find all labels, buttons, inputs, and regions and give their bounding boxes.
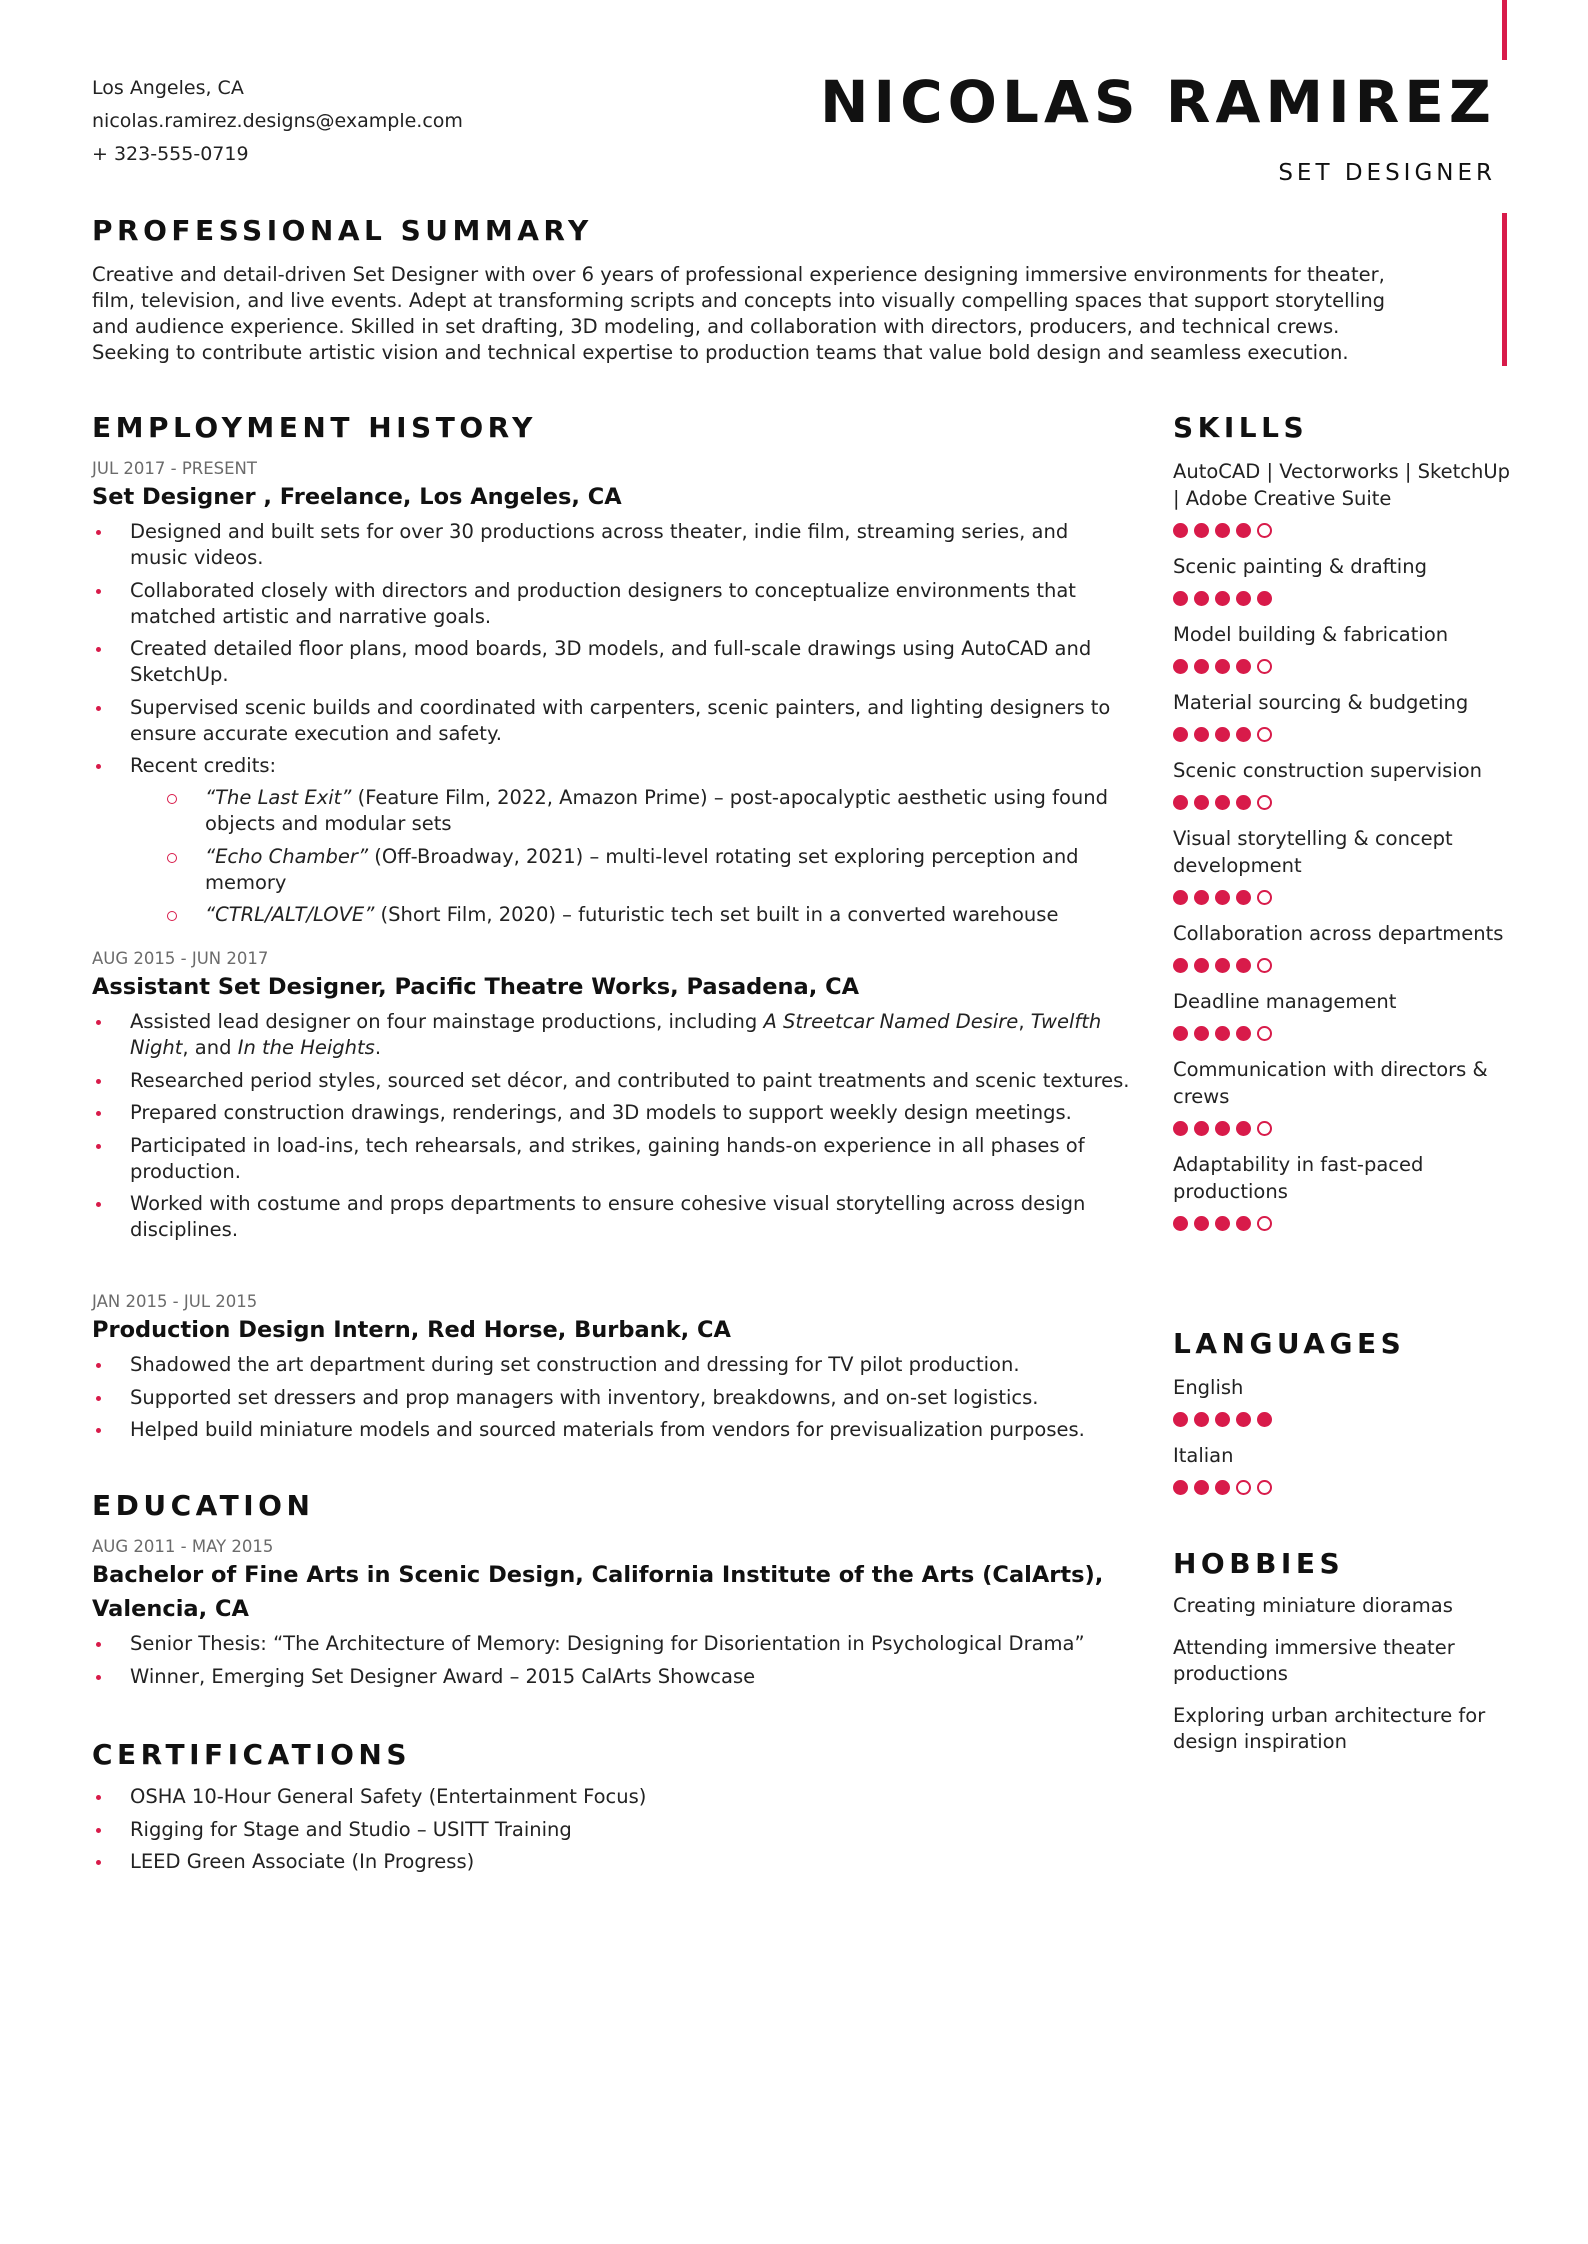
skills-list [1173,458,1513,1246]
rating-dot-empty [1236,1480,1251,1495]
rating-dot-filled [1215,591,1230,606]
rating-dot-filled [1257,1412,1272,1427]
rating-dot-filled [1173,890,1188,905]
list-item: Winner, Emerging Set Designer Award – 2015 CalArts Showcase [92,1664,1132,1690]
list-item: Shadowed the art department during set construction and dressing for TV pilot production. [92,1352,1132,1378]
skill-name: Scenic painting & drafting [1173,555,1427,578]
production-title: Twelfth Night [130,1010,1102,1059]
list-item: Helped build miniature models and sourced materials from vendors for previsualization purposes. [92,1417,1132,1443]
education-degree: Bachelor of Fine Arts in Scenic Design, California Institute of the Arts (CalArts), Valencia, CA [92,1562,1104,1622]
summary-text: Creative and detail-driven Set Designer with over 6 years of professional experience designing immersive environments for theater, film, television, and live events. Adept at transforming scripts and concepts into visually compelling spaces that support storytelling and audience experience. Skilled in set drafting, 3D modeling, and collaboration with directors, producers, and technical crews. Seeking to contribute artistic vision and technical expertise to production teams that value bold design and seamless execution. [92,263,1386,364]
contact-location: Los Angeles, CA [92,77,244,99]
skill-name: Collaboration across departments [1173,922,1504,945]
rating-dot-filled [1194,958,1209,973]
credit-item [167,844,1132,896]
rating-dot-empty [1257,1480,1272,1495]
languages-list [1173,1374,1513,1510]
language-rating [1173,1480,1513,1496]
rating-dot-filled [1173,523,1188,538]
rating-dot-empty [1257,890,1272,905]
job-date: JUL 2017 - PRESENT [92,459,257,478]
rating-dot-filled [1173,795,1188,810]
credit-title: “CTRL/ALT/LOVE” [205,903,375,926]
job-role: Production Design Intern, Red Horse, Burbank, CA [92,1317,731,1343]
skill-item [1173,458,1513,539]
language-name: Italian [1173,1444,1234,1467]
rating-dot-filled [1194,1216,1209,1231]
rating-dot-filled [1215,1216,1230,1231]
rating-dot-filled [1215,727,1230,742]
certifications-entry [92,1784,1132,1882]
rating-dot-empty [1257,1216,1272,1231]
rating-dot-empty [1257,1121,1272,1136]
contact-info [92,72,463,171]
skill-rating [1173,1121,1513,1137]
certifications-list [92,1784,1132,1875]
list-item: Worked with costume and props departments to ensure cohesive visual storytelling across design disciplines. [92,1191,1132,1243]
credit-title: “The Last Exit” [205,786,352,809]
job-1 [92,458,1132,935]
list-item: Researched period styles, sourced set décor, and contributed to paint treatments and scenic textures. [92,1068,1132,1094]
accent-bar-side [1502,213,1507,366]
skill-item [1173,553,1513,607]
rating-dot-filled [1194,1026,1209,1041]
skill-item [1173,621,1513,675]
rating-dot-filled [1173,727,1188,742]
skill-item [1173,920,1513,974]
language-item [1173,1374,1513,1428]
credit-item [167,902,1132,928]
rating-dot-filled [1215,958,1230,973]
rating-dot-filled [1215,1412,1230,1427]
job-bullets [92,1009,1132,1243]
candidate-name: NICOLAS RAMIREZ [820,68,1496,136]
education-date: AUG 2011 - MAY 2015 [92,1537,274,1556]
credit-detail: (Off-Broadway, 2021) – multi-level rotating set exploring perception and memory [205,844,1079,894]
skill-rating [1173,958,1513,974]
job-role: Set Designer , Freelance, Los Angeles, CA [92,484,622,510]
rating-dot-filled [1236,523,1251,538]
list-item: Supervised scenic builds and coordinated with carpenters, scenic painters, and lighting designers to ensure accurate execution and safety. [92,695,1132,747]
skill-item [1173,689,1513,743]
skill-name: AutoCAD | Vectorworks | SketchUp | Adobe Creative Suite [1173,460,1511,510]
rating-dot-filled [1173,1216,1188,1231]
text-run: , and [182,1036,238,1059]
rating-dot-filled [1236,958,1251,973]
language-item [1173,1442,1513,1496]
list-item: LEED Green Associate (In Progress) [92,1849,1132,1875]
skill-rating [1173,727,1513,743]
rating-dot-filled [1236,890,1251,905]
rating-dot-empty [1257,659,1272,674]
rating-dot-empty [1257,795,1272,810]
skill-item [1173,1056,1513,1137]
contact-phone[interactable]: + 323-555-0719 [92,143,249,165]
rating-dot-filled [1257,591,1272,606]
skill-name: Scenic construction supervision [1173,759,1482,782]
list-item: Supported set dressers and prop managers with inventory, breakdowns, and on-set logistics. [92,1385,1132,1411]
accent-bar-top [1502,0,1507,60]
rating-dot-filled [1173,958,1188,973]
rating-dot-filled [1236,727,1251,742]
rating-dot-empty [1257,958,1272,973]
credits-label: Recent credits: [130,754,277,777]
skill-rating [1173,1216,1513,1232]
rating-dot-filled [1194,727,1209,742]
list-item: Participated in load-ins, tech rehearsals, and strikes, gaining hands-on experience in all phases of production. [92,1133,1132,1185]
rating-dot-filled [1236,1216,1251,1231]
rating-dot-filled [1194,1121,1209,1136]
rating-dot-filled [1194,1412,1209,1427]
production-title: In the Heights [237,1036,375,1059]
hobby-item: Attending immersive theater productions [1173,1636,1455,1685]
rating-dot-filled [1194,1480,1209,1495]
rating-dot-empty [1257,523,1272,538]
job-bullets [92,519,1132,928]
skill-rating [1173,523,1513,539]
credit-detail: (Feature Film, 2022, Amazon Prime) – post-apocalyptic aesthetic using found objects and modular sets [205,786,1109,835]
rating-dot-filled [1236,1121,1251,1136]
list-item: Prepared construction drawings, renderings, and 3D models to support weekly design meetings. [92,1100,1132,1126]
summary-heading: PROFESSIONAL SUMMARY [92,214,593,247]
languages-heading: LANGUAGES [1173,1327,1406,1360]
skill-name: Deadline management [1173,990,1397,1013]
credits-list [167,785,1132,928]
text-run: Assisted lead designer on four mainstage productions, including [130,1010,764,1033]
language-rating [1173,1412,1513,1428]
language-name: English [1173,1376,1244,1399]
rating-dot-filled [1236,1412,1251,1427]
skill-name: Material sourcing & budgeting [1173,691,1469,714]
rating-dot-filled [1173,1412,1188,1427]
rating-dot-filled [1215,795,1230,810]
credit-item [167,785,1132,837]
rating-dot-filled [1194,890,1209,905]
list-item: Senior Thesis: “The Architecture of Memory: Designing for Disorientation in Psychological Drama” [92,1631,1132,1657]
list-item: Created detailed floor plans, mood boards, 3D models, and full-scale drawings using AutoCAD and SketchUp. [92,636,1132,688]
skills-heading: SKILLS [1173,411,1309,444]
rating-dot-filled [1215,1026,1230,1041]
hobby-item: Creating miniature dioramas [1173,1594,1453,1617]
rating-dot-filled [1236,659,1251,674]
list-item: Designed and built sets for over 30 productions across theater, indie film, streaming series, and music videos. [92,519,1132,571]
hobby-item: Exploring urban architecture for design inspiration [1173,1704,1486,1753]
job-3 [92,1291,1132,1450]
skill-item [1173,757,1513,811]
certifications-heading: CERTIFICATIONS [92,1738,412,1771]
rating-dot-filled [1236,795,1251,810]
rating-dot-empty [1257,1026,1272,1041]
rating-dot-filled [1215,890,1230,905]
education-bullets [92,1631,1132,1690]
skill-item [1173,1151,1513,1232]
credit-title: “Echo Chamber” [205,844,369,868]
credit-detail: (Short Film, 2020) – futuristic tech set built in a converted warehouse [374,903,1059,926]
rating-dot-filled [1215,1121,1230,1136]
skill-name: Communication with directors & crews [1173,1058,1488,1108]
rating-dot-empty [1257,727,1272,742]
rating-dot-filled [1194,659,1209,674]
skill-item [1173,988,1513,1042]
list-item: Collaborated closely with directors and production designers to conceptualize environments that matched artistic and narrative goals. [92,578,1132,630]
rating-dot-filled [1194,523,1209,538]
skill-rating [1173,1026,1513,1042]
text-run: , [1018,1010,1031,1033]
job-role: Assistant Set Designer, Pacific Theatre Works, Pasadena, CA [92,974,860,1000]
rating-dot-filled [1173,591,1188,606]
rating-dot-filled [1215,1480,1230,1495]
rating-dot-filled [1236,1026,1251,1041]
list-item: Rigging for Stage and Studio – USITT Training [92,1817,1132,1843]
list-item [92,1009,1132,1061]
hobbies-heading: HOBBIES [1173,1547,1345,1580]
rating-dot-filled [1215,659,1230,674]
job-date: AUG 2015 - JUN 2017 [92,949,269,968]
hobbies-list [1173,1593,1513,1771]
skill-name: Adaptability in fast-paced productions [1173,1153,1424,1203]
production-title: A Streetcar Named Desire [763,1010,1019,1033]
rating-dot-filled [1194,795,1209,810]
rating-dot-filled [1173,1480,1188,1495]
employment-heading: EMPLOYMENT HISTORY [92,411,537,444]
contact-email[interactable]: nicolas.ramirez.designs@example.com [92,110,463,132]
skill-name: Visual storytelling & concept development [1173,827,1453,877]
text-run: . [374,1036,382,1059]
skill-name: Model building & fabrication [1173,623,1449,646]
education-heading: EDUCATION [92,1489,315,1522]
list-item [92,753,1132,928]
job-date: JAN 2015 - JUL 2015 [92,1292,258,1311]
rating-dot-filled [1173,1026,1188,1041]
rating-dot-filled [1236,591,1251,606]
skill-rating [1173,795,1513,811]
skill-item [1173,825,1513,906]
candidate-title: SET DESIGNER [1278,160,1496,186]
rating-dot-filled [1194,591,1209,606]
job-2 [92,948,1132,1250]
job-bullets [92,1352,1132,1443]
skill-rating [1173,591,1513,607]
education-entry [92,1536,1132,1696]
skill-rating [1173,659,1513,675]
rating-dot-filled [1173,659,1188,674]
skill-rating [1173,890,1513,906]
list-item: OSHA 10-Hour General Safety (Entertainment Focus) [92,1784,1132,1810]
rating-dot-filled [1173,1121,1188,1136]
rating-dot-filled [1215,523,1230,538]
